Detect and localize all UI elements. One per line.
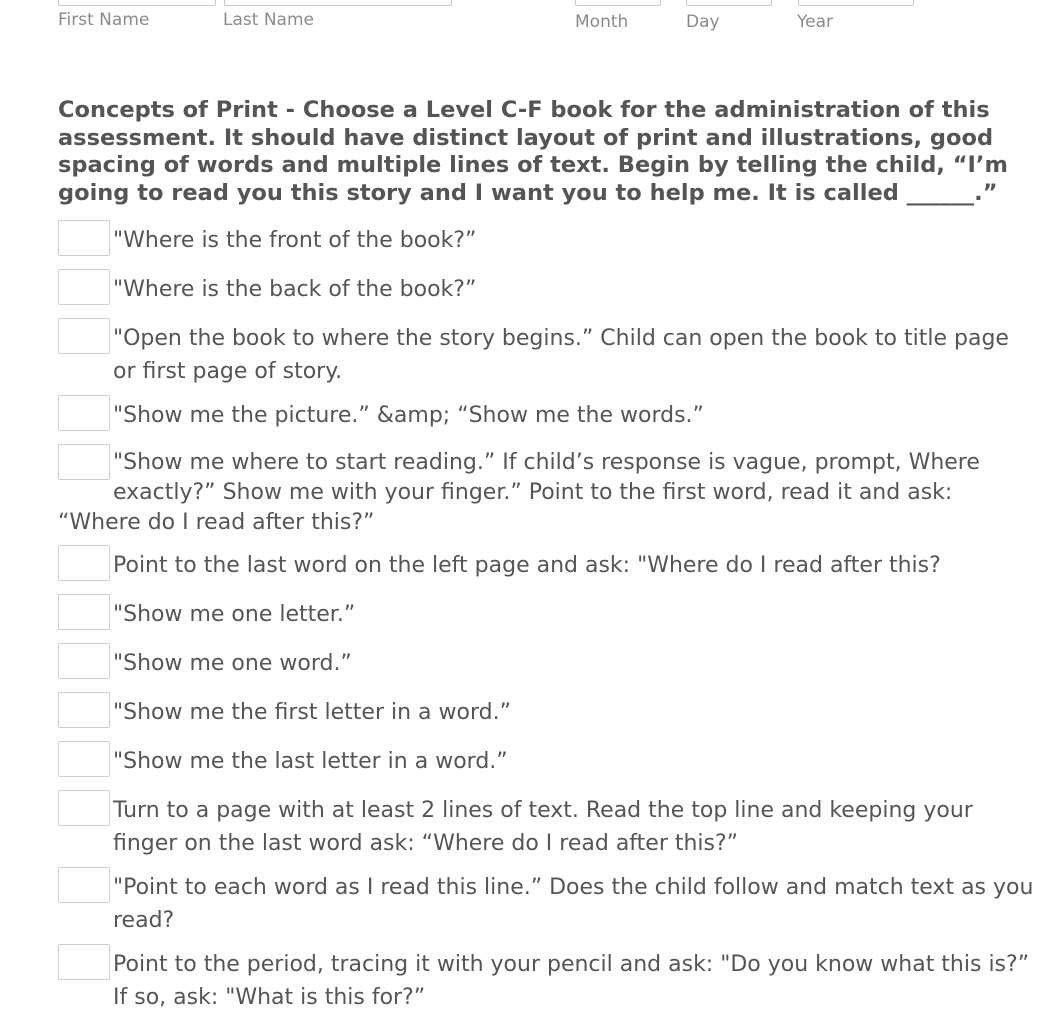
score-input[interactable] [58, 220, 110, 256]
year-label: Year [797, 12, 833, 32]
checklist-item [58, 269, 1038, 302]
item-text: "Point to each word as I read this line.” Does the child follow and match text as you read? [113, 875, 1034, 933]
checklist [58, 220, 1038, 1010]
day-label: Day [686, 12, 720, 32]
score-input[interactable] [58, 594, 110, 630]
item-text: "Show me one word.” [113, 651, 352, 676]
score-input[interactable] [58, 444, 110, 480]
score-input[interactable] [58, 395, 110, 431]
score-input[interactable] [58, 790, 110, 826]
checklist-item [58, 545, 1038, 578]
checklist-item [58, 594, 1038, 627]
item-text: "Show me the picture.” &amp; “Show me the words.” [113, 403, 704, 428]
item-text: "Show me where to start reading.” If child’s response is vague, prompt, Where exactly?” Show me with your finger.” Point to the first word, read it and ask: “Where do I read after this?” [58, 450, 980, 535]
item-text: Turn to a page with at least 2 lines of text. Read the top line and keeping your finger on the last word ask: “Where do I read after this?” [113, 798, 973, 856]
item-text: "Show me the first letter in a word.” [113, 700, 511, 725]
checklist-item [58, 220, 1038, 253]
checklist-item [58, 741, 1038, 774]
score-input[interactable] [58, 867, 110, 903]
score-input[interactable] [58, 318, 110, 354]
first-name-label: First Name [58, 10, 150, 30]
checklist-item [58, 444, 1038, 534]
checklist-item [58, 790, 1038, 856]
checklist-item [58, 318, 1038, 384]
checklist-item [58, 944, 1038, 1010]
section-heading: Concepts of Print - Choose a Level C-F book for the administration of this assessment. It should have distinct layout of print and illustrations, good spacing of words and multiple lines of text. Begin by telling the child, “I’m going to read you this story and I want you to help me. It is called ______.” [58, 97, 1008, 206]
year-input[interactable] [798, 0, 914, 6]
day-input[interactable] [686, 0, 772, 6]
checklist-item [58, 395, 1038, 428]
item-text: "Open the book to where the story begins.” Child can open the book to title page or first page of story. [113, 326, 1009, 384]
checklist-item [58, 867, 1038, 933]
last-name-label: Last Name [223, 10, 314, 30]
score-input[interactable] [58, 741, 110, 777]
item-text: "Show me the last letter in a word.” [113, 749, 508, 774]
item-text: "Where is the back of the book?” [113, 277, 477, 302]
item-text: Point to the last word on the left page and ask: "Where do I read after this? [113, 553, 941, 578]
score-input[interactable] [58, 944, 110, 980]
month-input[interactable] [575, 0, 661, 6]
top-fields-row [0, 0, 1044, 40]
item-text: Point to the period, tracing it with your pencil and ask: "Do you know what this is?” If so, ask: "What is this for?” [113, 952, 1030, 1010]
score-input[interactable] [58, 545, 110, 581]
checklist-item [58, 692, 1038, 725]
item-text: "Where is the front of the book?” [113, 228, 477, 253]
score-input[interactable] [58, 269, 110, 305]
item-text: "Show me one letter.” [113, 602, 356, 627]
last-name-input[interactable] [224, 0, 452, 6]
month-label: Month [575, 12, 629, 32]
score-input[interactable] [58, 643, 110, 679]
first-name-input[interactable] [58, 0, 216, 6]
score-input[interactable] [58, 692, 110, 728]
checklist-item [58, 643, 1038, 676]
